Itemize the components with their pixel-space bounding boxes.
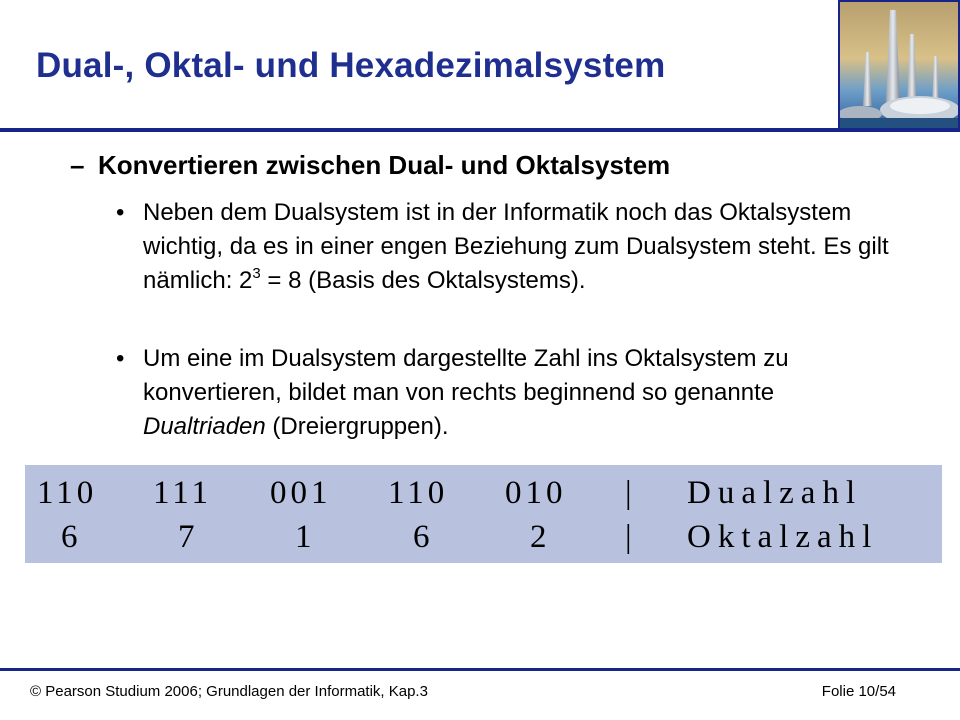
heading-text: Konvertieren zwischen Dual- und Oktalsystem bbox=[98, 150, 671, 180]
triad-cell: 111 bbox=[153, 475, 213, 511]
triad-cell: 110 bbox=[388, 475, 449, 511]
triad-cell: 110 bbox=[37, 475, 98, 511]
bullet-dot: • bbox=[116, 345, 125, 372]
section-heading bbox=[70, 150, 670, 181]
separator: | bbox=[625, 519, 636, 555]
conversion-table bbox=[25, 465, 942, 563]
footer-rule bbox=[0, 668, 960, 671]
triad-cell: 001 bbox=[270, 475, 332, 511]
separator: | bbox=[625, 475, 636, 511]
page-title: Dual-, Oktal- und Hexadezimalsystem bbox=[36, 46, 666, 85]
emphasis-dualtriaden: Dualtriaden bbox=[143, 413, 266, 440]
title-rule bbox=[0, 128, 960, 132]
bullet-2 bbox=[116, 342, 896, 444]
oktalzahl-label: Oktalzahl bbox=[687, 519, 879, 555]
bullet-1-text: Neben dem Dualsystem ist in der Informatik noch das Oktalsystem wichtig, da es in einer engen Beziehung zum Dualsystem steht. Es gilt nämlich: $2^3 = 8$ (Basis des Oktalsystems). bbox=[143, 199, 889, 294]
heading-dash: – bbox=[70, 150, 85, 180]
triad-cell: 010 bbox=[505, 475, 567, 511]
bullet-dot: • bbox=[116, 199, 125, 226]
exponent: 3 bbox=[252, 265, 261, 282]
slide-logo-image bbox=[838, 0, 960, 130]
octal-digit-cell: 6 bbox=[61, 519, 82, 555]
octal-digit-cell: 7 bbox=[178, 519, 199, 555]
footer-copyright: © Pearson Studium 2006; Grundlagen der Informatik, Kap.3 bbox=[30, 683, 428, 700]
city-towers-icon bbox=[840, 2, 958, 128]
dualzahl-label: Dualzahl bbox=[687, 475, 863, 511]
octal-digit-cell: 6 bbox=[413, 519, 434, 555]
octal-digit-cell: 1 bbox=[295, 519, 316, 555]
octal-digit-cell: 2 bbox=[530, 519, 551, 555]
bullet-2-text: Um eine im Dualsystem dargestellte Zahl ins Oktalsystem zu konvertieren, bildet man von rechts beginnend so genannte Dualtriaden (Dreiergruppen). bbox=[143, 345, 789, 440]
bullet-1 bbox=[116, 196, 896, 298]
footer-slide-number: Folie 10/54 bbox=[821, 683, 896, 700]
